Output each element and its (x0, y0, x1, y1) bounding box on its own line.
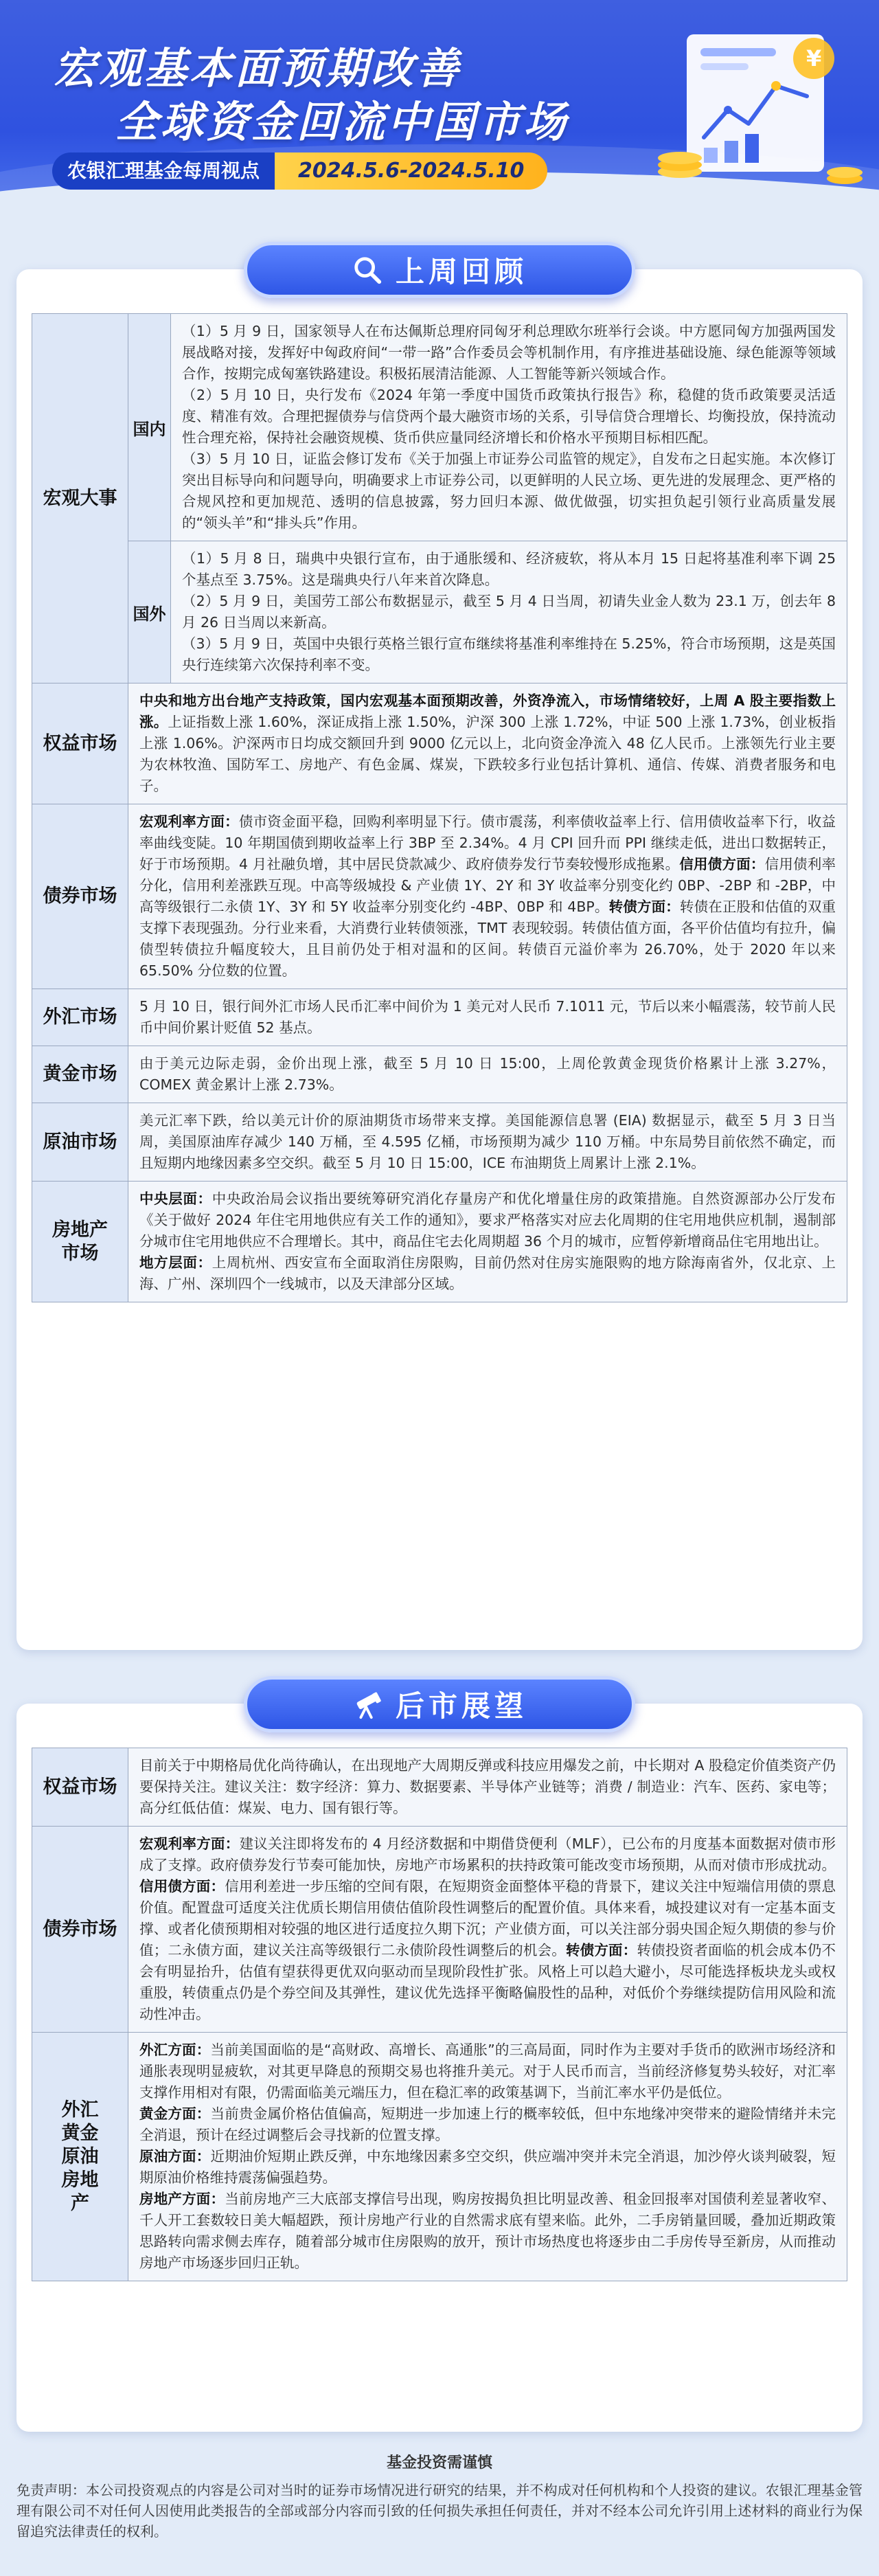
table-row (128, 541, 847, 683)
convert-label: 转债方面： (565, 1942, 637, 1958)
table-row (32, 314, 847, 683)
footer-title: 基金投资需谨慎 (386, 2454, 492, 2472)
convert-text: 转债在正股和估值的双重支撑下表现强劲。分行业来看，大消费行业转债领涨，TMT 表现较弱。转债估值方面，各平价估值均有拉升，偏债型转债拉升幅度较大，且目前仍处于相对温和的区间。转债百元溢价率为 26.70%，处于 2020 年以来 65.50% 分位数的位置。 (139, 899, 836, 979)
telescope-icon (352, 1688, 383, 1720)
table-row (32, 1046, 847, 1103)
review-card (16, 269, 863, 1650)
table-row (32, 989, 847, 1046)
other-outlook (128, 2033, 847, 2281)
equity-text: 上证指数上涨 1.60%，深证成指上涨 1.50%，沪深 300 上涨 1.72%，中证 500 上涨 1.73%，创业板指上涨 1.06%。沪深两市日均成交额回升到 9000 亿元以上，北向资金净流入 48 亿人民币。上涨领先行业主要为农林牧渔、国防军工、房地产、有色金属、煤炭，下跌较多行业包括计算机、通信、传媒、消费者服务和电子。 (139, 714, 836, 794)
title-line-2: 全球资金回流中国市场 (115, 97, 569, 147)
credit-label: 信用债方面： (679, 856, 765, 872)
credit-label: 信用债方面： (139, 1878, 225, 1895)
table-row (32, 2033, 847, 2281)
row-label: 宏观大事 (32, 314, 128, 683)
fx-review: 5 月 10 日，银行间外汇市场人民币汇率中间价为 1 美元对人民币 7.1011 元，节后以来小幅震荡，较节前人民币中间价累计贬值 52 基点。 (128, 989, 847, 1046)
news-item: （3）5 月 9 日，英国中央银行英格兰银行宣布继续将基准利率维持在 5.25%，符合市场预期，这是英国央行连续第六次保持利率不变。 (182, 635, 836, 673)
oil-text: 近期油价短期止跌反弹，中东地缘因素多空交织，供应端冲突并未完全消退，加沙停火谈判破裂，短期原油价格维持震荡偏强趋势。 (139, 2148, 836, 2186)
row-label: 债券市场 (32, 1827, 128, 2032)
equity-outlook: 目前关于中期格局优化尚待确认，在出现地产大周期反弹或科技应用爆发之前，中长期对 A 股稳定价值类资产仍要保持关注。建议关注：数字经济：算力、数据要素、半导体产业链等；消费 / 制造业：汽车、医药、家电等；高分红低估值：煤炭、电力、国有银行等。 (128, 1748, 847, 1826)
rate-text: 债市资金面平稳，回购利率明显下行。债市震荡，利率债收益率上行、信用债收益率下行，收益率曲线变陡。10 年期国债到期收益率上行 3BP 至 2.34%。4 月 CPI 回升而 PPI 继续走低，进出口数据转正，好于市场预期。4 月社融负增，其中居民贷款减少、政府债券发行节奏较慢形成拖累。 (139, 813, 836, 872)
credit-text: 信用利差进一步压缩的空间有限，在短期资金面整体平稳的背景下，建议关注中短端信用债的票息价值。配置盘可适度关注优质长期信用债估值阶段性调整后的配置价值。具体来看，城投建议对有一定基本面支撑、或者化债预期相对较强的地区进行适度拉久期下沉；产业债方面，可以关注部分弱央国企短久期债的参与价值；二永债方面，建议关注高等级银行二永债阶段性调整后的机会。 (139, 1878, 836, 1958)
domestic-news (171, 314, 847, 541)
disclaimer: 免责声明：本公司投资观点的内容是公司对当时的证券市场情况进行研究的结果，并不构成对任何机构和个人投资的建议。农银汇理基金管理有限公司不对任何人因使用此类报告的全部或部分内容而引致的任何损失承担任何责任，并对不经本公司允许引用上述材料的商业行为保留追究法律责任的权利。 (16, 2482, 863, 2540)
row-label: 权益市场 (32, 1748, 128, 1826)
gold-review: 由于美元边际走弱，金价出现上涨，截至 5 月 10 日 15:00，上周伦敦黄金现货价格累计上涨 3.27%，COMEX 黄金累计上涨 2.73%。 (128, 1046, 847, 1103)
rate-label: 宏观利率方面： (139, 813, 239, 830)
rate-label: 宏观利率方面： (139, 1835, 240, 1852)
central-text: 中央政治局会议指出要统筹研究消化存量房产和优化增量住房的政策措施。自然资源部办公厅发布《关于做好 2024 年住宅用地供应有关工作的通知》，要求严格落实对应去化周期的住宅用地供应机制，遏制部分城市住宅用地供应不合理增长。其中，商品住宅去化周期超 36 个月的城市，应暂停新增商品住宅用地出让。 (139, 1190, 836, 1250)
bond-review (128, 804, 847, 988)
table-row (32, 1103, 847, 1182)
table-row (128, 314, 847, 541)
credit-text: 信用债利率分化，信用利差涨跌互现。中高等级城投 & 产业债 1Y、2Y 和 3Y 收益率分别变化约 0BP、-2BP 和 -2BP，中高等级银行二永债 1Y、3Y 和 5Y 收益率分别变化约 -4BP、0BP 和 4BP。 (139, 856, 836, 915)
central-label: 中央层面： (139, 1190, 212, 1207)
row-label: 黄金市场 (32, 1046, 128, 1103)
macro-subrows (128, 314, 847, 683)
row-label: 房地产市场 (32, 1182, 128, 1302)
news-item: （3）5 月 10 日，证监会修订发布《关于加强上市证券公司监管的规定》，自发布之日起实施。本次修订突出目标导向和问题导向，明确要求上市证券公司，以更鲜明的人民立场、更先进的发展理念、更严格的合规风控和更加规范、透明的信息披露，努力回归本源、做优做强，切实担负起引领行业高质量发展的“领头羊”和“排头兵”作用。 (182, 451, 836, 531)
oil-review: 美元汇率下跌，给以美元计价的原油期货市场带来支撑。美国能源信息署 (EIA) 数据显示，截至 5 月 3 日当周，美国原油库存减少 140 万桶，至 4.595 亿桶，市场预期为减少 110 万桶。中东局势目前依然不确定，而且短期内地缘因素多空交织。截至 5 月 10 日 15:00，ICE 布油期货上周累计上涨 2.1%。 (128, 1103, 847, 1181)
re-label: 房地产方面： (139, 2191, 225, 2207)
section-header-outlook (244, 1676, 635, 1732)
convert-text: 转债投资者面临的机会成本仍不会有明显抬升，估值有望获得更优双向驱动而呈现阶段性扩张。风格上可以趋大避小，尽可能选择板块龙头或权重股，转债重点仍是个券空间及其弹性，建议优先选择平衡略偏股性的品种，对低价个券继续提防信用风险和流动性冲击。 (139, 1942, 836, 2022)
gold-text: 当前贵金属价格估值偏高，短期进一步加速上行的概率较低，但中东地缘冲突带来的避险情绪并未完全消退，预计在经过调整后会寻找新的位置支撑。 (139, 2105, 836, 2143)
row-label: 权益市场 (32, 683, 128, 804)
fx-text: 当前美国面临的是“高财政、高增长、高通胀”的三高局面，同时作为主要对手货币的欧洲市场经济和通胀表现明显疲软，对其更早降息的预期交易也将推升美元。对于人民币而言，当前经济修复势头较好，对汇率支撑作用相对有限，仍需面临美元端压力，但在稳汇率的政策基调下，当前汇率水平仍是低位。 (139, 2042, 836, 2101)
table-row (32, 1748, 847, 1827)
table-row (32, 683, 847, 804)
outlook-table (32, 1748, 847, 2281)
date-range: 2024.5.6-2024.5.10 (275, 152, 547, 190)
table-row (32, 1182, 847, 1302)
news-item: （1）5 月 8 日，瑞典中央银行宣布，由于通胀缓和、经济疲软，将从本月 15 日起将基准利率下调 25 个基点至 3.75%。这是瑞典央行八年来首次降息。 (182, 550, 836, 588)
foreign-news (171, 541, 847, 683)
convert-label: 转债方面： (608, 899, 680, 915)
realestate-review (128, 1182, 847, 1302)
table-row (32, 1827, 847, 2033)
row-sublabel: 国外 (128, 541, 171, 683)
local-label: 地方层面： (139, 1254, 212, 1271)
section-header-review (244, 242, 635, 298)
row-label: 外汇黄金原油房地产 (32, 2033, 128, 2281)
oil-label: 原油方面： (139, 2148, 211, 2165)
subtitle-bar (52, 152, 547, 190)
svg-text:¥: ¥ (806, 45, 822, 71)
row-label: 原油市场 (32, 1103, 128, 1181)
subtitle-label: 农银汇理基金每周视点 (52, 152, 275, 190)
row-sublabel: 国内 (128, 314, 171, 541)
section-title: 后市展望 (395, 1689, 527, 1723)
gold-label: 黄金方面： (139, 2105, 211, 2122)
review-table (32, 313, 847, 1302)
row-label: 外汇市场 (32, 989, 128, 1046)
equity-headline: 中央和地方出台地产支持政策，国内宏观基本面预期改善，外资净流入，市场情绪较好，上周 A 股主要指数上涨。 (139, 692, 836, 730)
finance-illustration (639, 21, 865, 199)
equity-review (128, 683, 847, 804)
header-banner (0, 0, 879, 220)
table-row (32, 804, 847, 989)
news-item: （2）5 月 9 日，美国劳工部公布数据显示，截至 5 月 4 日当周，初请失业金人数为 23.1 万，创去年 8 月 26 日当周以来新高。 (182, 593, 836, 631)
local-text: 上周杭州、西安宣布全面取消住房限购，目前仍然对住房实施限购的地方除海南省外，仅北京、上海、广州、深圳四个一线城市，以及天津部分区域。 (139, 1254, 836, 1292)
bond-outlook (128, 1827, 847, 2032)
news-item: （2）5 月 10 日，央行发布《2024 年第一季度中国货币政策执行报告》称，稳健的货币政策要灵活适度、精准有效。合理把握债券与信贷两个最大融资市场的关系，引导信贷合理增长、均衡投放，保持流动性合理充裕，保持社会融资规模、货币供应量同经济增长和价格水平预期目标相匹配。 (182, 387, 836, 446)
rate-text: 建议关注即将发布的 4 月经济数据和中期借贷便利（MLF），已公布的月度基本面数据对债市形成了支撑。政府债券发行节奏可能加快，房地产市场累积的扶持政策可能改变市场预期，从而对债市形成扰动。 (139, 1835, 836, 1873)
outlook-card (16, 1704, 863, 2432)
section-title: 上周回顾 (395, 255, 527, 289)
fx-label: 外汇方面： (139, 2042, 211, 2058)
row-label: 债券市场 (32, 804, 128, 988)
search-icon (352, 254, 383, 286)
re-text: 当前房地产三大底部支撑信号出现，购房按揭负担比明显改善、租金回报率对国债利差显著收窄、千人开工套数较日美大幅超跌，预计房地产行业的自然需求底有望来临。此外，二手房销量回暖，叠加近期政策思路转向需求侧去库存，随着部分城市住房限购的放开，预计市场热度也将逐步由二手房传导至新房，从而推动房地产市场逐步回归正轨。 (139, 2191, 836, 2271)
news-item: （1）5 月 9 日，国家领导人在布达佩斯总理府同匈牙利总理欧尔班举行会谈。中方愿同匈方加强两国发展战略对接，发挥好中匈政府间“一带一路”合作委员会等机制作用，有序推进基础设施、绿色能源等领域合作，按期完成匈塞铁路建设。积极拓展清洁能源、人工智能等新兴领域合作。 (182, 323, 836, 382)
title-line-1: 宏观基本面预期改善 (54, 43, 462, 93)
